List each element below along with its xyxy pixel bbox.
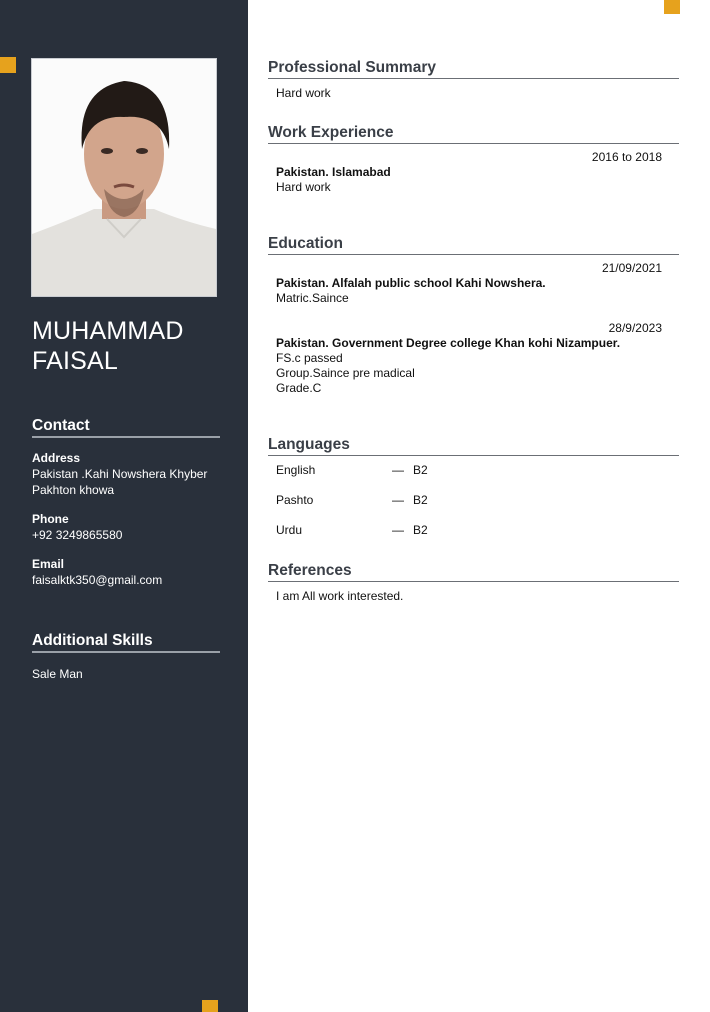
language-name: Pashto <box>276 493 314 507</box>
profile-photo <box>31 58 217 297</box>
language-level: B2 <box>413 463 428 477</box>
address-line-2: Pakhton khowa <box>32 483 115 497</box>
references-text: I am All work interested. <box>276 589 404 603</box>
education-title: Pakistan. Alfalah public school Kahi Nowshera. <box>276 276 546 290</box>
education-section <box>268 235 679 396</box>
sidebar <box>0 0 248 1012</box>
summary-section <box>268 59 679 101</box>
references-section <box>268 562 679 604</box>
languages-section <box>268 436 679 547</box>
education-entry <box>268 261 679 306</box>
accent-square-top-right <box>664 0 680 14</box>
work-heading: Work Experience <box>268 124 679 144</box>
education-line: Group.Saince pre madical <box>276 366 415 380</box>
phone-value[interactable]: +92 3249865580 <box>32 528 123 542</box>
education-entry <box>268 321 679 396</box>
email-label: Email <box>32 557 65 571</box>
work-title: Pakistan. Islamabad <box>276 165 391 179</box>
languages-heading: Languages <box>268 436 679 456</box>
email-value[interactable]: faisalktk350@gmail.com <box>32 573 163 587</box>
language-item <box>268 463 679 493</box>
language-dash: — <box>392 463 404 477</box>
references-heading: References <box>268 562 679 582</box>
accent-square-bottom <box>202 1000 218 1012</box>
summary-heading: Professional Summary <box>268 59 679 79</box>
education-date: 28/9/2023 <box>608 321 662 335</box>
address-line-1: Pakistan .Kahi Nowshera Khyber <box>32 467 208 481</box>
work-line: Hard work <box>276 180 331 194</box>
language-name: Urdu <box>276 523 303 537</box>
work-date: 2016 to 2018 <box>591 150 662 164</box>
language-level: B2 <box>413 523 428 537</box>
profile-photo-illustration <box>32 59 216 296</box>
contact-heading: Contact <box>32 417 220 438</box>
skill-item: Sale Man <box>32 667 83 681</box>
language-item <box>268 493 679 523</box>
language-dash: — <box>392 523 404 537</box>
work-entry <box>268 150 679 195</box>
name-line-1: MUHAMMAD <box>32 317 184 345</box>
education-title: Pakistan. Government Degree college Khan kohi Nizampuer. <box>276 336 621 350</box>
education-heading: Education <box>268 235 679 255</box>
contact-section <box>32 417 220 588</box>
education-date: 21/09/2021 <box>601 261 662 275</box>
skills-heading: Additional Skills <box>32 632 220 653</box>
education-line: Matric.Saince <box>276 291 349 305</box>
language-item <box>268 523 679 547</box>
language-level: B2 <box>413 493 428 507</box>
candidate-name <box>32 316 184 376</box>
summary-text: Hard work <box>276 86 331 100</box>
language-name: English <box>276 463 316 477</box>
accent-square-left <box>0 57 16 73</box>
phone-label: Phone <box>32 512 69 526</box>
skills-section <box>32 632 220 682</box>
name-line-2: FAISAL <box>32 347 118 375</box>
education-line: FS.c passed <box>276 351 343 365</box>
address-label: Address <box>32 451 81 465</box>
education-line: Grade.C <box>276 381 322 395</box>
work-section <box>268 124 679 195</box>
language-dash: — <box>392 493 404 507</box>
